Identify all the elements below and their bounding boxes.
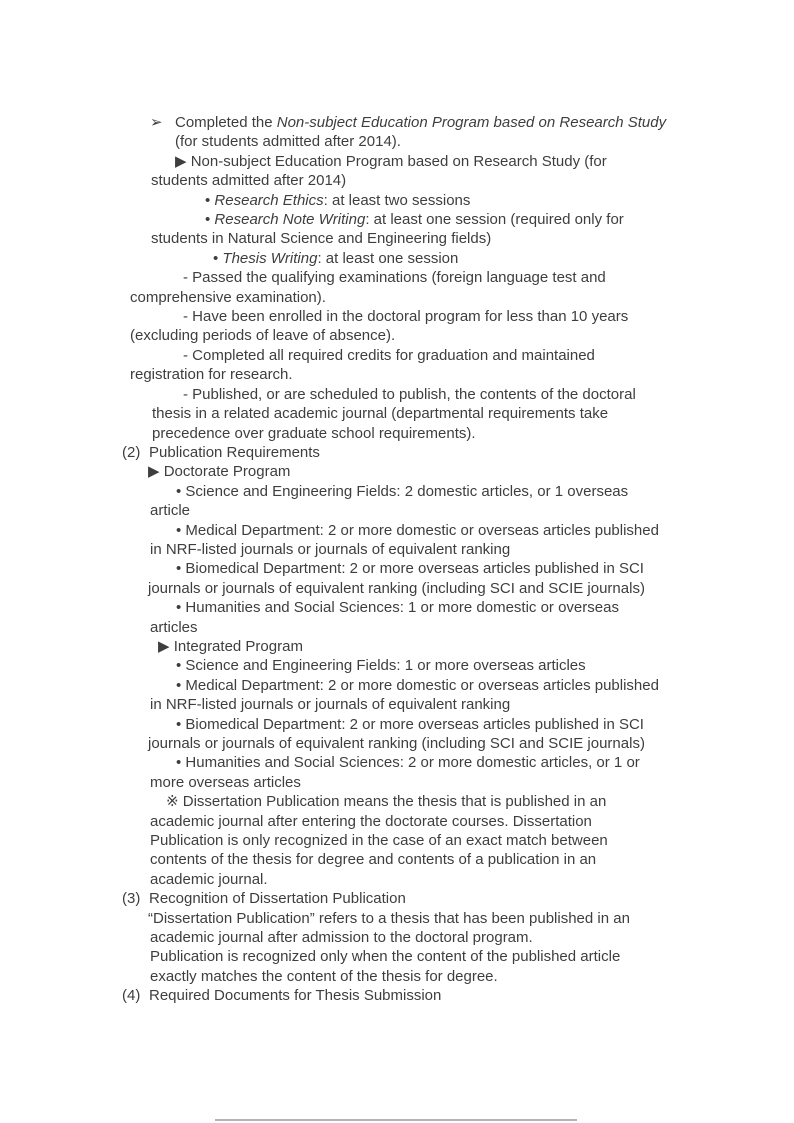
text-run: ▶ Integrated Program xyxy=(158,637,303,655)
text-run: (excluding periods of leave of absence). xyxy=(130,327,396,345)
text-run: : at least two sessions xyxy=(323,191,471,209)
text-run: Research Note Writing xyxy=(214,211,366,229)
doc-line xyxy=(122,579,782,598)
doc-line xyxy=(122,326,782,345)
text-run: - Passed the qualifying examinations (foreign language test and xyxy=(183,269,606,287)
text-run: • Humanities and Social Sciences: 2 or more domestic articles, or 1 or xyxy=(176,754,640,772)
doc-line xyxy=(122,404,782,423)
text-run: comprehensive examination). xyxy=(130,288,326,306)
text-run: • xyxy=(205,191,215,209)
text-run: • Medical Department: 2 or more domestic or overseas articles published xyxy=(176,676,659,694)
text-run: Required Documents for Thesis Submission xyxy=(149,987,442,1005)
text-run: ▶ Non-subject Education Program based on Research Study (for xyxy=(175,152,607,170)
text-run: • xyxy=(205,211,215,229)
doc-line xyxy=(122,268,782,287)
number-list-marker: (3) xyxy=(122,890,141,908)
text-run: - Have been enrolled in the doctoral program for less than 10 years xyxy=(183,308,629,326)
arrow-list-marker: ➢ xyxy=(150,114,163,131)
text-run: Publication is only recognized in the case of an exact match between xyxy=(150,832,608,850)
doc-line xyxy=(122,909,782,928)
text-run: “Dissertation Publication” refers to a thesis that has been published in an xyxy=(148,909,630,927)
doc-line xyxy=(122,540,782,559)
doc-line xyxy=(122,734,782,753)
text-run: students in Natural Science and Engineering fields) xyxy=(151,230,492,248)
doc-line xyxy=(122,229,782,248)
page-bottom-partial-line xyxy=(215,1119,577,1121)
doc-line xyxy=(122,424,782,443)
text-run: article xyxy=(150,502,191,520)
doc-line xyxy=(122,889,782,908)
text-run: academic journal after entering the doctorate courses. Dissertation xyxy=(150,812,592,830)
text-run: registration for research. xyxy=(130,366,293,384)
text-run: in NRF-listed journals or journals of equivalent ranking xyxy=(150,540,511,558)
doc-line xyxy=(122,210,782,229)
doc-line xyxy=(122,928,782,947)
doc-line xyxy=(122,443,782,462)
doc-line xyxy=(122,715,782,734)
text-run: students admitted after 2014) xyxy=(151,172,347,190)
text-run: • xyxy=(213,249,223,267)
text-run: Research Ethics xyxy=(214,191,324,209)
doc-line xyxy=(122,152,782,171)
text-run: • Biomedical Department: 2 or more overseas articles published in SCI xyxy=(176,715,644,733)
text-run: ▶ Doctorate Program xyxy=(148,463,291,481)
doc-line xyxy=(122,870,782,889)
doc-line xyxy=(122,521,782,540)
doc-line xyxy=(122,831,782,850)
document-body xyxy=(122,113,782,1006)
doc-line xyxy=(122,501,782,520)
doc-line xyxy=(122,986,782,1005)
text-run: journals or journals of equivalent ranking (including SCI and SCIE journals) xyxy=(148,735,645,752)
text-run: Non-subject Education Program based on Research Study xyxy=(276,114,667,131)
text-run: (for students admitted after 2014). xyxy=(175,133,401,151)
text-run: more overseas articles xyxy=(150,773,301,791)
text-run: ※ Dissertation Publication means the thesis that is published in an xyxy=(166,793,607,811)
doc-line xyxy=(122,753,782,772)
text-run: Completed the xyxy=(175,114,277,131)
text-run: • Biomedical Department: 2 or more overseas articles published in SCI xyxy=(176,560,644,578)
text-run: Recognition of Dissertation Publication xyxy=(149,890,406,908)
doc-line xyxy=(122,792,782,811)
doc-line xyxy=(122,637,782,656)
text-run: • Humanities and Social Sciences: 1 or more domestic or overseas xyxy=(176,599,619,617)
text-run: Thesis Writing xyxy=(222,249,318,267)
text-run: contents of the thesis for degree and contents of a publication in an xyxy=(150,851,597,869)
text-run: in NRF-listed journals or journals of equivalent ranking xyxy=(150,696,511,714)
text-run: : at least one session (required only for xyxy=(365,211,624,229)
doc-line xyxy=(122,113,782,132)
doc-line xyxy=(122,385,782,404)
doc-line xyxy=(122,618,782,637)
text-run: • Science and Engineering Fields: 2 domestic articles, or 1 overseas xyxy=(176,482,629,500)
doc-line xyxy=(122,656,782,675)
doc-line xyxy=(122,346,782,365)
text-run: - Completed all required credits for graduation and maintained xyxy=(183,346,595,364)
doc-line xyxy=(122,598,782,617)
doc-line xyxy=(122,812,782,831)
text-run: : at least one session xyxy=(317,249,459,267)
doc-line xyxy=(122,171,782,190)
text-run: - Published, or are scheduled to publish, the contents of the doctoral xyxy=(183,385,636,403)
text-run: exactly matches the content of the thesis for degree. xyxy=(150,967,498,985)
number-list-marker: (4) xyxy=(122,987,141,1005)
doc-line xyxy=(122,773,782,792)
text-run: precedence over graduate school requirements). xyxy=(152,424,476,442)
doc-line xyxy=(122,249,782,268)
doc-line xyxy=(122,482,782,501)
doc-line xyxy=(122,676,782,695)
doc-line xyxy=(122,307,782,326)
text-run: thesis in a related academic journal (departmental requirements take xyxy=(152,405,609,423)
doc-line xyxy=(122,695,782,714)
doc-line xyxy=(122,947,782,966)
text-run: academic journal. xyxy=(150,870,268,888)
text-run: Publication is recognized only when the content of the published article xyxy=(150,948,621,966)
doc-line xyxy=(122,191,782,210)
text-run: academic journal after admission to the doctoral program. xyxy=(150,929,533,947)
doc-line xyxy=(122,559,782,578)
text-run: journals or journals of equivalent ranking (including SCI and SCIE journals) xyxy=(148,579,645,597)
text-run: • Medical Department: 2 or more domestic or overseas articles published xyxy=(176,521,659,539)
doc-line xyxy=(122,850,782,869)
doc-line xyxy=(122,288,782,307)
doc-line xyxy=(122,462,782,481)
text-run: Publication Requirements xyxy=(149,443,320,461)
text-run: articles xyxy=(150,618,198,636)
doc-line xyxy=(122,365,782,384)
doc-line xyxy=(122,132,782,151)
doc-line xyxy=(122,967,782,986)
number-list-marker: (2) xyxy=(122,443,141,461)
text-run: • Science and Engineering Fields: 1 or more overseas articles xyxy=(176,657,586,675)
